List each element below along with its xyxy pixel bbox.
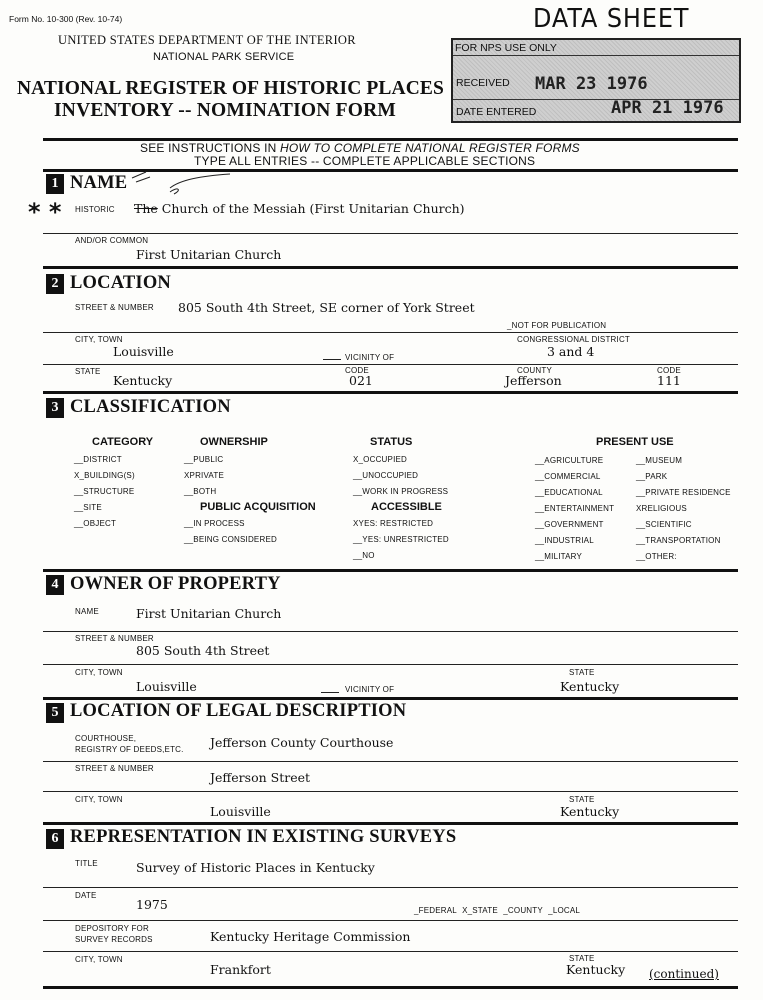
vicinity-label: VICINITY OF [345,353,395,362]
courthouse-value: Jefferson County Courthouse [210,735,394,750]
service-name: NATIONAL PARK SERVICE [153,51,295,63]
category-option: X_BUILDING(S) [74,471,135,480]
present-use-heading: PRESENT USE [596,436,674,448]
form-number: Form No. 10-300 (Rev. 10-74) [9,14,123,24]
congressional-value: 3 and 4 [547,344,595,359]
present-use-list-left [535,453,614,565]
section-title-legal-description: LOCATION OF LEGAL DESCRIPTION [70,701,407,721]
present-use-option: __TRANSPORTATION [636,536,721,545]
not-for-publication: _NOT FOR PUBLICATION [507,321,607,330]
accessible-option: __YES: UNRESTRICTED [353,535,449,544]
county-label: COUNTY [517,366,552,375]
historic-name: The Church of the Messiah (First Unitarian Church) [134,201,465,216]
congressional-label: CONGRESSIONAL DISTRICT [517,335,631,344]
survey-state-label: STATE [569,954,595,963]
accessible-option: __NO [353,551,375,560]
city-label: CITY, TOWN [75,335,123,344]
legal-street-value: Jefferson Street [210,770,311,785]
date-entered-stamp: APR 21 1976 [611,98,724,118]
category-option: __SITE [74,503,102,512]
section-number-5: 5 [46,703,64,723]
legal-street-label: STREET & NUMBER [75,764,154,773]
survey-title-label: TITLE [75,859,98,868]
legal-state-label: STATE [569,795,595,804]
status-heading: STATUS [370,436,413,448]
survey-city-label: CITY, TOWN [75,955,123,964]
county-code-value: 111 [657,373,681,388]
ownership-option: XPRIVATE [184,471,224,480]
present-use-option: __EDUCATIONAL [535,488,603,497]
category-heading: CATEGORY [92,436,154,448]
legal-city-label: CITY, TOWN [75,795,123,804]
category-option: __STRUCTURE [74,487,135,496]
owner-street-value: 805 South 4th Street [136,643,270,658]
owner-state-value: Kentucky [560,679,620,694]
street-label: STREET & NUMBER [75,303,154,312]
date-entered-label: DATE ENTERED [456,106,537,118]
state-value: Kentucky [113,373,173,388]
continued-note: (continued) [649,967,719,981]
present-use-list-right [636,453,731,565]
depository-value: Kentucky Heritage Commission [210,929,411,944]
courthouse-label-line1: COURTHOUSE, [75,734,137,743]
department-name: UNITED STATES DEPARTMENT OF THE INTERIOR [58,33,356,47]
section-title-owner: OWNER OF PROPERTY [70,574,281,594]
section-number-6: 6 [46,829,64,849]
status-list [353,452,448,500]
city-value: Louisville [113,344,174,359]
ownership-option: __PUBLIC [184,455,224,464]
form-title-line2: INVENTORY -- NOMINATION FORM [54,100,397,121]
state-label: STATE [75,367,101,376]
instructions-line1: SEE INSTRUCTIONS IN HOW TO COMPLETE NATIONAL REGISTER FORMS [140,141,580,155]
form-title-line1: NATIONAL REGISTER OF HISTORIC PLACES [17,78,444,99]
present-use-option: __PARK [636,472,668,481]
section-title-name: NAME [70,173,128,193]
category-list [74,452,135,532]
ownership-option: __BOTH [184,487,217,496]
acquisition-option: __IN PROCESS [184,519,245,528]
present-use-option: __GOVERNMENT [535,520,604,529]
present-use-option: __MILITARY [535,552,583,561]
acquisition-list [184,516,277,548]
present-use-option: XRELIGIOUS [636,504,687,513]
survey-date-label: DATE [75,891,97,900]
present-use-option: __MUSEUM [636,456,683,465]
signature-scribble [130,168,240,198]
accessible-option: XYES: RESTRICTED [353,519,434,528]
depository-label-line1: DEPOSITORY FOR [75,924,149,933]
owner-street-label: STREET & NUMBER [75,634,154,643]
owner-vicinity-label: VICINITY OF [345,685,395,694]
depository-label-line2: SURVEY RECORDS [75,935,153,944]
code-label: CODE [345,366,369,375]
legal-state-value: Kentucky [560,804,620,819]
status-option: __UNOCCUPIED [353,471,419,480]
section-number-3: 3 [46,398,64,418]
ownership-list [184,452,224,500]
status-option: X_OCCUPIED [353,455,408,464]
section-number-2: 2 [46,274,64,294]
common-label: AND/OR COMMON [75,236,149,245]
ownership-heading: OWNERSHIP [200,436,268,448]
public-acquisition-heading: PUBLIC ACQUISITION [200,501,316,513]
data-sheet-heading: DATA SHEET [533,4,690,34]
owner-city-label: CITY, TOWN [75,668,123,677]
street-value: 805 South 4th Street, SE corner of York Street [178,300,475,315]
owner-state-label: STATE [569,668,595,677]
nps-use-only-box [451,38,741,123]
present-use-option: __ENTERTAINMENT [535,504,615,513]
present-use-option: __COMMERCIAL [535,472,601,481]
owner-name-label: NAME [75,607,99,616]
courthouse-label-line2: REGISTRY OF DEEDS,ETC. [75,745,184,754]
acquisition-option: __BEING CONSIDERED [184,535,277,544]
section-number-4: 4 [46,575,64,595]
historic-label: HISTORIC [75,205,115,214]
county-code-label: CODE [657,366,681,375]
status-option: __WORK IN PROGRESS [353,487,449,496]
instructions-line2: TYPE ALL ENTRIES -- COMPLETE APPLICABLE SECTIONS [194,154,536,168]
section-title-classification: CLASSIFICATION [70,397,231,417]
received-label: RECEIVED [456,77,510,89]
owner-city-value: Louisville [136,679,197,694]
category-option: __DISTRICT [74,455,122,464]
accessible-heading: ACCESSIBLE [371,501,442,513]
present-use-option: __AGRICULTURE [535,456,604,465]
handwritten-asterisks: * * [28,198,62,226]
section-number-1: 1 [46,174,64,194]
historic-name-struck: The [134,201,158,216]
accessible-list [353,516,449,564]
code-value: 021 [349,373,373,388]
survey-date-value: 1975 [136,897,168,912]
present-use-option: __PRIVATE RESIDENCE [636,488,731,497]
present-use-option: __OTHER: [636,552,677,561]
present-use-option: __SCIENTIFIC [636,520,692,529]
survey-city-value: Frankfort [210,962,271,977]
present-use-option: __INDUSTRIAL [535,536,594,545]
common-name: First Unitarian Church [136,247,282,262]
survey-title-value: Survey of Historic Places in Kentucky [136,860,375,875]
category-option: __OBJECT [74,519,117,528]
section-title-surveys: REPRESENTATION IN EXISTING SURVEYS [70,827,457,847]
legal-city-value: Louisville [210,804,271,819]
received-stamp: MAR 23 1976 [535,74,648,94]
survey-level-options: _FEDERAL X_STATE _COUNTY _LOCAL [414,906,581,915]
owner-name-value: First Unitarian Church [136,606,282,621]
county-value: Jefferson [505,373,562,388]
section-title-location: LOCATION [70,273,171,293]
survey-state-value: Kentucky [566,962,626,977]
nps-label: FOR NPS USE ONLY [455,42,557,54]
